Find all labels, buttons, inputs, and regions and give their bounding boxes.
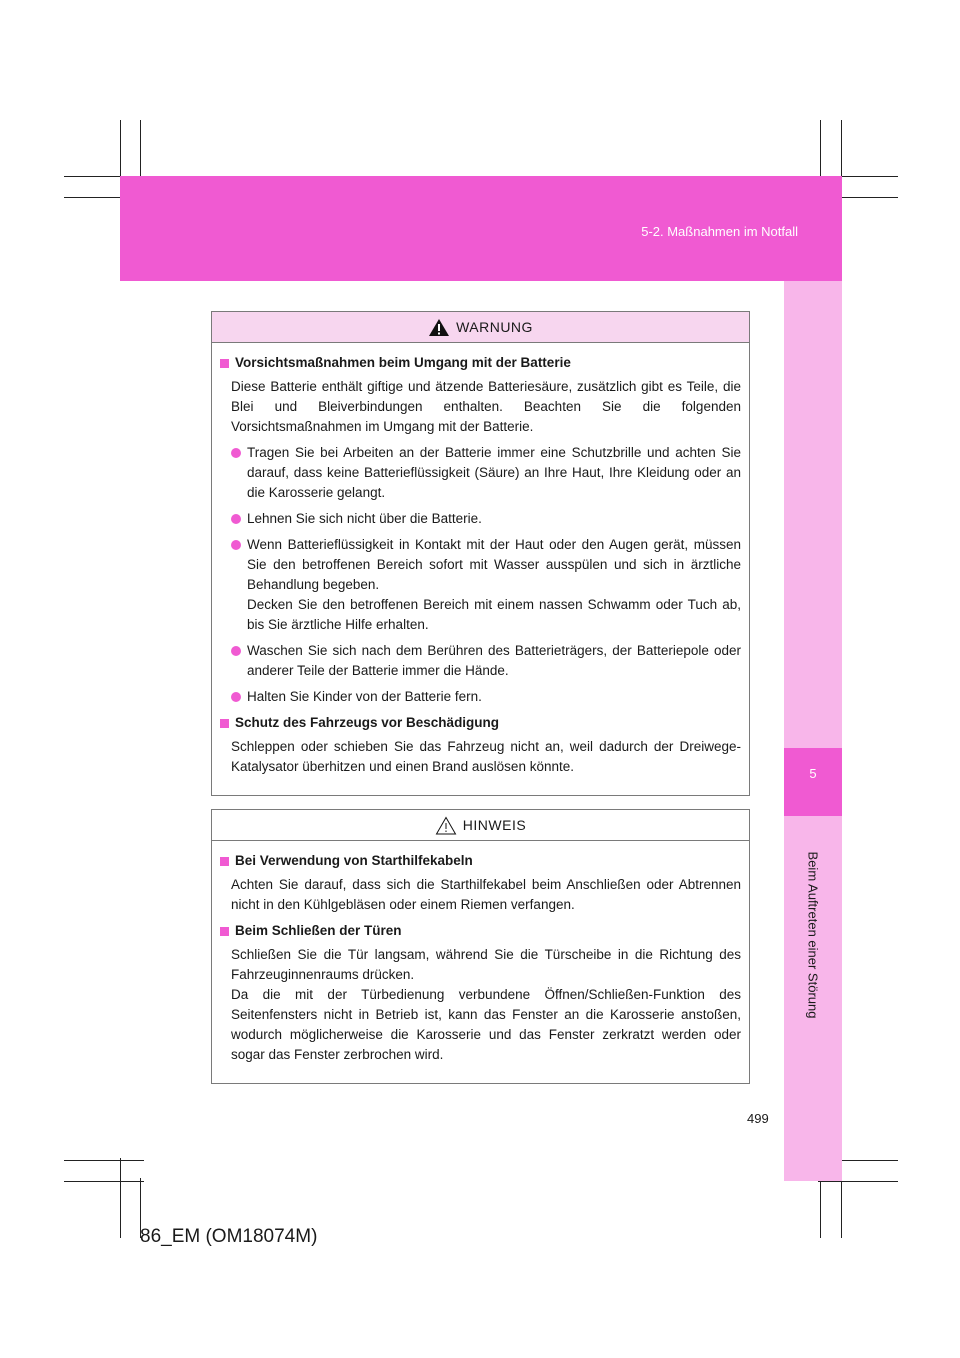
warning-body (212, 343, 749, 795)
square-bullet-icon (220, 359, 229, 368)
circle-bullet-icon (231, 646, 241, 656)
header-band (120, 176, 842, 281)
warning-heading: WARNUNG (456, 319, 533, 335)
square-bullet-icon (220, 927, 229, 936)
chapter-number-tab (784, 748, 842, 816)
notice-box (211, 809, 750, 1084)
circle-bullet-icon (231, 692, 241, 702)
crop-mark (820, 1178, 821, 1238)
crop-mark (818, 1181, 898, 1182)
crop-mark (120, 1158, 121, 1238)
list-item: Wenn Batterieflüssigkeit in Kontakt mit der Haut oder den Augen gerät, müssen Sie den betroffenen Bereich sofort mit Wasser ausspülen und sich in ärztliche Behandlung begeben. Decken Sie den betroffenen Bereich mit einem nassen Schwamm oder Tuch ab, bis Sie ärztliche Hilfe erhalten. (220, 535, 741, 635)
section-heading: Bei Verwendung von Starthilfekabeln (220, 851, 741, 871)
square-bullet-icon (220, 857, 229, 866)
section-text: Diese Batterie enthält giftige und ätzende Batteriesäure, zusätzlich gibt es Teile, die Blei und Bleiverbindungen enthalten. Beachten Sie die folgenden Vorsichtsmaßnahmen im Umgang mit der Batterie. (231, 379, 741, 434)
caution-triangle-icon (435, 816, 457, 835)
list-item: Halten Sie Kinder von der Batterie fern. (220, 687, 741, 707)
square-bullet-icon (220, 719, 229, 728)
warning-header (212, 312, 749, 343)
section-text: Achten Sie darauf, dass sich die Starthilfekabel beim Anschließen oder Abtrennen nicht in den Kühlgebläsen oder einem Riemen verfangen. (231, 877, 741, 912)
notice-heading: HINWEIS (462, 817, 527, 833)
circle-bullet-icon (231, 514, 241, 524)
page-number: 499 (747, 1111, 769, 1126)
warning-box (211, 311, 750, 796)
crop-mark (64, 1181, 144, 1182)
section-title: 5-2. Maßnahmen im Notfall (641, 224, 798, 239)
circle-bullet-icon (231, 448, 241, 458)
circle-bullet-icon (231, 540, 241, 550)
section-heading: Schutz des Fahrzeugs vor Beschädigung (220, 713, 741, 733)
section-text: Schleppen oder schieben Sie das Fahrzeug nicht an, weil dadurch der Dreiwege-Katalysator überhitzen und einen Brand auslösen könnte. (231, 739, 741, 774)
notice-header (212, 810, 749, 841)
list-item: Lehnen Sie sich nicht über die Batterie. (220, 509, 741, 529)
chapter-number: 5 (809, 766, 817, 781)
section-heading: Beim Schließen der Türen (220, 921, 741, 941)
chapter-title: Beim Auftreten einer Störung (805, 851, 821, 1019)
section-text: Schließen Sie die Tür langsam, während Sie die Türscheibe in die Richtung des Fahrzeuginnenraums drücken. Da die mit der Türbedienung verbundene Öffnen/Schließen-Funktion des Seitenfensters nicht in Betrieb ist, kann das Fenster an die Karosserie anstoßen, wodurch möglicherweise die Karosserie und das Fenster zerkratzt werden oder sogar das Fenster zerbrochen wird. (231, 947, 741, 1062)
chapter-side-tab (784, 281, 842, 1181)
document-code: 86_EM (OM18074M) (140, 1226, 318, 1247)
section-heading: Vorsichtsmaßnahmen beim Umgang mit der Batterie (220, 353, 741, 373)
warning-triangle-icon (428, 318, 450, 337)
list-item: Waschen Sie sich nach dem Berühren des Batterieträgers, der Batteriepole oder anderer Teile der Batterie immer die Hände. (220, 641, 741, 681)
notice-body (212, 841, 749, 1083)
list-item: Tragen Sie bei Arbeiten an der Batterie immer eine Schutzbrille und achten Sie darauf, dass keine Batterieflüssigkeit (Säure) an Ihre Haut, Ihre Kleidung oder an die Karosserie gelangt. (220, 443, 741, 503)
crop-mark (64, 1160, 144, 1161)
